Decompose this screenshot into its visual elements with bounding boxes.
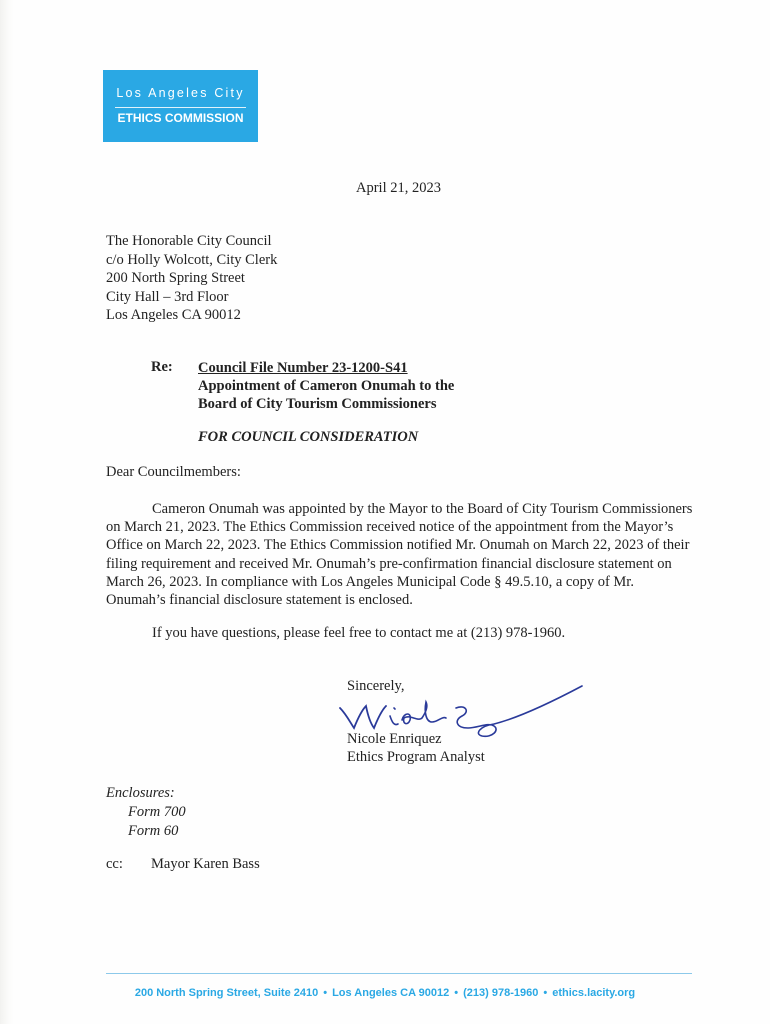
enclosure-item: Form 700	[128, 804, 186, 820]
salutation: Dear Councilmembers:	[106, 464, 241, 480]
footer-website: ethics.lacity.org	[552, 987, 636, 999]
council-file-number: Council File Number 23-1200-S41	[198, 360, 408, 376]
footer-contact-line	[0, 987, 770, 999]
address-line: c/o Holly Wolcott, City Clerk	[106, 251, 278, 268]
address-line: 200 North Spring Street	[106, 270, 245, 286]
footer-phone: (213) 978-1960	[463, 987, 539, 999]
body-paragraph: Cameron Onumah was appointed by the Mayor to the Board of City Tourism Commissioners on March 21, 2023. The Ethics Commission received notice of the appointment from the Mayor’s Office on March 22, 2023. The Ethics Commission notified Mr. Onumah on March 22, 2023 of their filing requirement and received Mr. Onumah’s pre-confirmation financial disclosure statement on March 26, 2023. In compliance with Los Angeles Municipal Code § 49.5.10, a copy of Mr. Onumah’s financial disclosure statement is enclosed.	[106, 501, 693, 609]
address-line: The Honorable City Council	[106, 233, 272, 249]
letter-date: April 21, 2023	[356, 180, 441, 196]
ethics-commission-logo	[103, 70, 258, 142]
recipient-address	[106, 232, 277, 325]
footer-separator: •	[454, 987, 459, 999]
enclosures-block	[106, 784, 186, 841]
footer-address: 200 North Spring Street, Suite 2410	[134, 987, 319, 999]
footer-separator: •	[323, 987, 328, 999]
footer-city: Los Angeles CA 90012	[332, 987, 450, 999]
subject-line: Board of City Tourism Commissioners	[198, 396, 437, 412]
closing: Sincerely,	[347, 678, 405, 694]
footer-divider	[106, 973, 692, 974]
signer-name: Nicole Enriquez	[347, 731, 442, 747]
cc-recipient: Mayor Karen Bass	[151, 856, 260, 872]
address-line: City Hall – 3rd Floor	[106, 288, 229, 305]
footer-separator: •	[543, 987, 548, 999]
enclosures-label: Enclosures:	[106, 785, 175, 801]
subject-block	[198, 359, 454, 413]
logo-divider	[115, 107, 246, 108]
for-council-consideration: FOR COUNCIL CONSIDERATION	[198, 429, 419, 445]
subject-line: Appointment of Cameron Onumah to the	[198, 378, 455, 394]
signature-block	[347, 730, 485, 766]
cc-label: cc:	[106, 856, 123, 872]
logo-commission-text: ETHICS COMMISSION	[117, 111, 244, 125]
logo-city-text: Los Angeles City	[116, 86, 245, 100]
contact-paragraph: If you have questions, please feel free to contact me at (213) 978-1960.	[152, 625, 566, 641]
re-label: Re:	[151, 359, 173, 375]
address-line: Los Angeles CA 90012	[106, 307, 241, 323]
signer-title: Ethics Program Analyst	[347, 749, 485, 765]
scan-edge	[0, 0, 14, 1024]
enclosure-item: Form 60	[128, 823, 179, 839]
